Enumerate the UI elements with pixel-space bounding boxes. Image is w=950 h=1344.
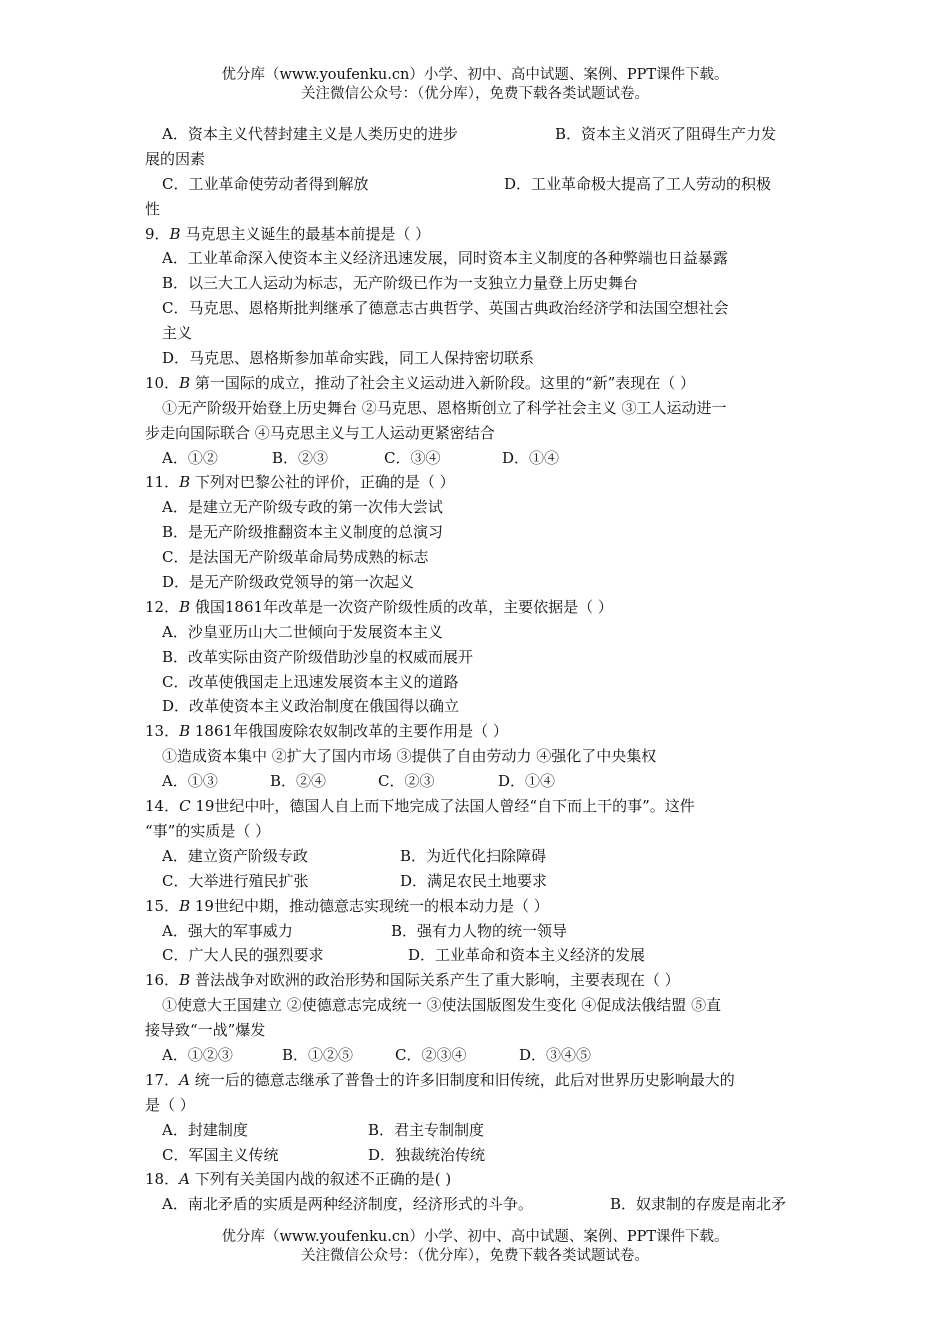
q16-stem — [145, 968, 810, 993]
footer-line-2: 关注微信公众号：（优分库），免费下载各类试题试卷。 — [301, 1248, 649, 1264]
page-footer — [0, 1228, 950, 1266]
q10-items: ①无产阶级开始登上历史舞台 ②马克思、恩格斯创立了科学社会主义 ③工人运动进一 — [162, 398, 727, 417]
q17-answer: A — [179, 1070, 190, 1089]
q16-number: 16． — [145, 971, 180, 990]
q17-option-a: A．封建制度 — [162, 1120, 248, 1139]
q16-option-a: A．①②③ — [162, 1045, 233, 1064]
q13-option-b: B．②④ — [270, 772, 327, 791]
q11-answer: B — [179, 473, 191, 492]
q13-stem-text: 1861年俄国废除农奴制改革的主要作用是（ ） — [190, 722, 508, 741]
q9-stem — [145, 222, 810, 247]
q11-option-a: A．是建立无产阶级专政的第一次伟大尝试 — [162, 498, 443, 517]
q10-stem — [145, 371, 810, 396]
q13-answer: B — [179, 722, 191, 741]
q8-option-a: A．资本主义代替封建主义是人类历史的进步 — [162, 125, 458, 143]
q16-option-d: D．③④⑤ — [519, 1045, 592, 1064]
q9-answer: B — [169, 224, 181, 243]
q10-number: 10． — [145, 373, 180, 392]
q8-option-b: B．资本主义消灭了阻碍生产力发 — [555, 125, 777, 143]
header-line-2: 关注微信公众号：（优分库），免费下载各类试题试卷。 — [301, 86, 649, 102]
q17-option-d: D．独裁统治传统 — [368, 1145, 486, 1164]
q14-row-ab — [145, 844, 810, 869]
q12-option-a: A．沙皇亚历山大二世倾向于发展资本主义 — [162, 622, 443, 641]
q15-stem-text: 19世纪中期，推动德意志实现统一的根本动力是（ ） — [190, 896, 549, 915]
q12-option-c: C．改革使俄国走上迅速发展资本主义的道路 — [162, 672, 459, 691]
q17-row-ab — [145, 1118, 810, 1143]
q12-stem-text: 俄国1861年改革是一次资产阶级性质的改革，主要依据是（ ） — [190, 597, 613, 616]
q15-option-b: B．强有力人物的统一领导 — [391, 921, 568, 940]
q13-stem — [145, 719, 810, 744]
q12-option-b: B．改革实际由资产阶级借助沙皇的权威而展开 — [162, 647, 474, 666]
q9-option-b: B．以三大工人运动为标志，无产阶级已作为一支独立力量登上历史舞台 — [162, 274, 639, 293]
q17-number: 17． — [145, 1070, 180, 1089]
q14-option-b: B．为近代化扫除障碍 — [400, 846, 547, 865]
q17-stem-cont: 是（ ） — [145, 1095, 195, 1114]
q12-number: 12． — [145, 597, 180, 616]
q10-option-a: A．①② — [162, 448, 218, 467]
q14-stem — [145, 794, 810, 819]
q10-options — [145, 446, 810, 471]
q13-options — [145, 769, 810, 794]
q17-stem-text: 统一后的德意志继承了普鲁士的许多旧制度和旧传统，此后对世界历史影响最大的 — [189, 1070, 735, 1089]
q18-stem — [145, 1167, 810, 1192]
q10-answer: B — [179, 373, 191, 392]
q14-option-a: A．建立资产阶级专政 — [162, 846, 308, 865]
q10-option-d: D．①④ — [502, 448, 560, 467]
q14-stem-text: 19世纪中叶，德国人自上而下地完成了法国人曾经“自下而上干的事”。这件 — [190, 797, 695, 816]
q13-option-d: D．①④ — [498, 772, 556, 791]
q9-option-c-cont: 主义 — [162, 324, 193, 343]
q14-answer: C — [179, 797, 191, 816]
q13-items: ①造成资本集中 ②扩大了国内市场 ③提供了自由劳动力 ④强化了中央集权 — [162, 747, 657, 766]
q11-option-d: D．是无产阶级政党领导的第一次起义 — [162, 573, 415, 592]
exam-body — [145, 122, 810, 1217]
q15-option-c: C．广大人民的强烈要求 — [162, 946, 324, 965]
q14-row-cd — [145, 869, 810, 894]
q18-stem-text: 下列有关美国内战的叙述不正确的是( ) — [189, 1170, 452, 1189]
q8-row-ab — [145, 122, 810, 147]
q12-stem — [145, 595, 810, 620]
q16-items: ①使意大王国建立 ②使德意志完成统一 ③使法国版图发生变化 ④促成法俄结盟 ⑤直 — [162, 996, 722, 1015]
q8-option-d-cont: 性 — [145, 199, 161, 218]
q8-option-c: C．工业革命使劳动者得到解放 — [162, 174, 369, 193]
q15-row-ab — [145, 919, 810, 944]
q14-option-c: C．大举进行殖民扩张 — [162, 871, 309, 890]
q11-option-b: B．是无产阶级推翻资本主义制度的总演习 — [162, 523, 444, 542]
q11-stem — [145, 470, 810, 495]
q9-option-a: A．工业革命深入使资本主义经济迅速发展，同时资本主义制度的各种弊端也日益暴露 — [162, 249, 728, 268]
q18-answer: A — [179, 1170, 190, 1189]
q10-option-c: C．③④ — [384, 448, 441, 467]
q11-number: 11． — [145, 473, 180, 492]
q13-option-c: C．②③ — [378, 772, 435, 791]
q15-option-d: D．工业革命和资本主义经济的发展 — [408, 946, 646, 965]
q10-stem-text: 第一国际的成立，推动了社会主义运动进入新阶段。这里的“新”表现在（ ） — [190, 373, 696, 392]
q15-option-a: A．强大的军事威力 — [162, 921, 293, 940]
q16-answer: B — [179, 971, 191, 990]
q18-row-ab — [145, 1192, 810, 1217]
q17-stem — [145, 1068, 810, 1093]
q16-items-cont: 接导致“一战”爆发 — [145, 1021, 266, 1040]
q8-option-b-cont: 展的因素 — [145, 149, 206, 168]
q16-option-c: C．②③④ — [395, 1045, 467, 1064]
q11-option-c: C．是法国无产阶级革命局势成熟的标志 — [162, 548, 429, 567]
q14-stem-cont: “事”的实质是（ ） — [145, 821, 271, 840]
q16-option-b: B．①②⑤ — [282, 1045, 354, 1064]
q14-option-d: D．满足农民土地要求 — [400, 871, 548, 890]
q17-row-cd — [145, 1143, 810, 1168]
q12-answer: B — [179, 597, 191, 616]
q12-option-d: D．改革使资本主义政治制度在俄国得以确立 — [162, 697, 460, 716]
page-header — [0, 66, 950, 104]
q8-option-d: D．工业革命极大提高了工人劳动的积极 — [504, 174, 772, 193]
q10-items-cont: 步走向国际联合 ④马克思主义与工人运动更紧密结合 — [145, 423, 495, 442]
q8-row-cd — [145, 172, 810, 197]
q14-number: 14． — [145, 797, 180, 816]
q9-option-c: C．马克思、恩格斯批判继承了德意志古典哲学、英国古典政治经济学和法国空想社会 — [162, 299, 729, 318]
q13-option-a: A．①③ — [162, 772, 218, 791]
q15-answer: B — [179, 896, 191, 915]
q18-option-a: A．南北矛盾的实质是两种经济制度，经济形式的斗争。 — [162, 1195, 533, 1214]
q17-option-c: C．军国主义传统 — [162, 1145, 279, 1164]
q15-stem — [145, 894, 810, 919]
q9-number: 9． — [145, 224, 170, 243]
q9-option-d: D．马克思、恩格斯参加革命实践，同工人保持密切联系 — [162, 349, 535, 368]
footer-line-1: 优分库（www.youfenku.cn）小学、初中、高中试题、案例、PPT课件下载。 — [221, 1229, 729, 1245]
q9-stem-text: 马克思主义诞生的最基本前提是（ ） — [180, 224, 431, 243]
q18-option-b: B．奴隶制的存废是南北矛 — [610, 1195, 787, 1214]
q17-option-b: B．君主专制制度 — [368, 1120, 485, 1139]
header-line-1: 优分库（www.youfenku.cn）小学、初中、高中试题、案例、PPT课件下载。 — [221, 67, 729, 83]
q15-number: 15． — [145, 896, 180, 915]
q13-number: 13． — [145, 722, 180, 741]
q15-row-cd — [145, 943, 810, 968]
q16-options — [145, 1043, 810, 1068]
q16-stem-text: 普法战争对欧洲的政治形势和国际关系产生了重大影响，主要表现在（ ） — [190, 971, 680, 990]
q10-option-b: B．②③ — [272, 448, 329, 467]
q11-stem-text: 下列对巴黎公社的评价，正确的是（ ） — [190, 473, 455, 492]
q18-number: 18． — [145, 1170, 180, 1189]
